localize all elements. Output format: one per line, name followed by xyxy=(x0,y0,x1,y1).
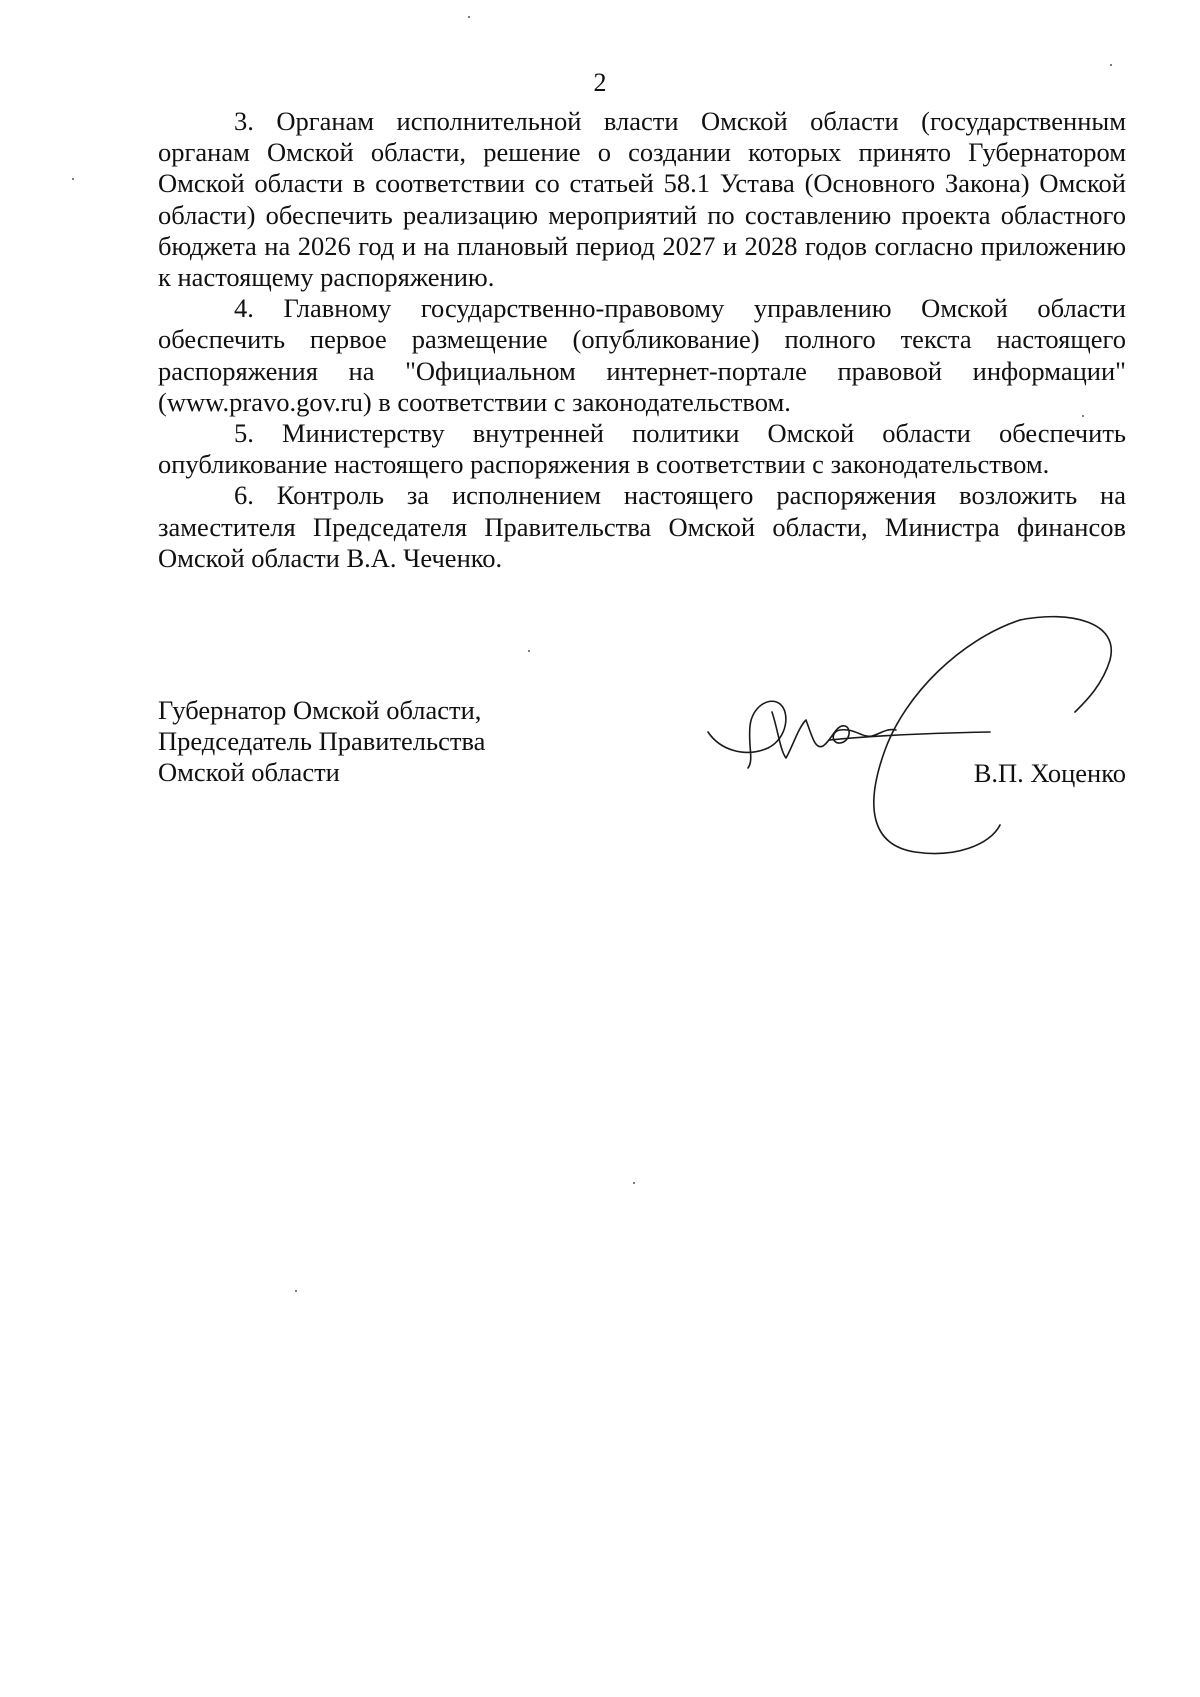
scan-speck xyxy=(72,178,74,180)
paragraph-6: 6. Контроль за исполнением настоящего распоряжения возложить на заместителя Председателя Правительства Омской области, Министра финансов Омской области В.А. Чеченко. xyxy=(158,480,1126,573)
scan-speck xyxy=(295,1290,297,1292)
page-number: 2 xyxy=(593,68,607,97)
paragraph-4: 4. Главному государственно-правовому управлению Омской области обеспечить первое размещение (опубликование) полного текста настоящего распоряжения на "Официальном интернет-портале правовой информации" (www.pravo.gov.ru) в соответствии с законодательством. xyxy=(158,293,1126,417)
signature-block xyxy=(158,695,1126,835)
signatory-title-line: Омской области xyxy=(158,757,340,788)
scan-speck xyxy=(1082,415,1084,417)
signatory-title xyxy=(158,695,485,789)
signatory-name: В.П. Хоценко xyxy=(973,758,1126,788)
scan-speck xyxy=(528,650,530,652)
scan-speck xyxy=(468,16,470,18)
signatory-title-line: Председатель Правительства xyxy=(158,726,486,757)
scan-speck xyxy=(1110,64,1112,66)
signatory-title-line: Губернатор Омской области, xyxy=(158,695,482,725)
paragraph-5: 5. Министерству внутренней политики Омской области обеспечить опубликование настоящего распоряжения в соответствии с законодательством. xyxy=(158,418,1126,480)
document-body xyxy=(158,106,1126,574)
scan-speck xyxy=(633,1182,635,1184)
paragraph-3: 3. Органам исполнительной власти Омской области (государственным органам Омской области, решение о создании которых принято Губернатором Омской области в соответствии со статьей 58.1 Устава (Основного Закона) Омской области) обеспечить реализацию мероприятий по составлению проекта областного бюджета на 2026 год и на плановый период 2027 и 2028 годов согласно приложению к настоящему распоряжению. xyxy=(158,106,1126,293)
